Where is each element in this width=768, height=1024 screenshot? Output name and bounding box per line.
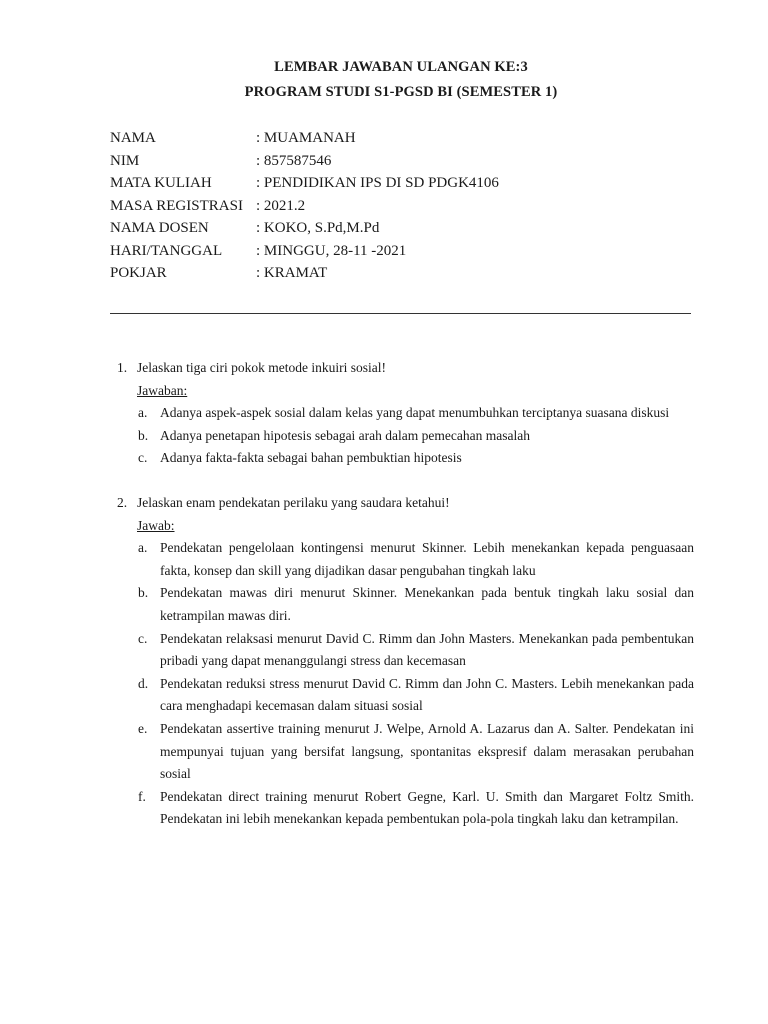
question-1: [0, 357, 768, 470]
answer-text: Pendekatan reduksi stress menurut David C. Rimm dan John C. Masters. Lebih menekankan pada cara menghadapi kecemasan dalam situasi sosial: [160, 675, 694, 714]
answer-text: Pendekatan relaksasi menurut David C. Rimm dan John Masters. Menekankan pada pembentukan pribadi yang dapat menanggulangi stress dan kecemasan: [160, 630, 694, 669]
answer-item: [138, 537, 694, 582]
info-value: : MINGGU, 28-11 -2021: [256, 242, 407, 259]
info-label: NAMA DOSEN: [110, 220, 209, 236]
question-number: 2.: [117, 494, 128, 510]
info-row-pokjar: [110, 262, 499, 285]
info-row-mata-kuliah: [110, 172, 499, 195]
answer-letter: c.: [138, 450, 148, 466]
info-value: : 857587546: [256, 152, 332, 169]
info-row-nama: [110, 127, 499, 150]
info-row-nama-dosen: [110, 217, 499, 240]
info-value: : KOKO, S.Pd,M.Pd: [256, 220, 380, 236]
answer-letter: a.: [138, 405, 148, 421]
info-label: NAMA: [110, 130, 156, 146]
answer-letter: c.: [138, 630, 148, 646]
document-title: LEMBAR JAWABAN ULANGAN KE:3: [274, 59, 528, 75]
answer-label: Jawab:: [137, 517, 175, 533]
answer-text: Adanya fakta-fakta sebagai bahan pembuktian hipotesis: [160, 450, 462, 466]
answer-list: [0, 402, 768, 470]
answer-item: [138, 628, 694, 673]
answer-text: Pendekatan mawas diri menurut Skinner. Menekankan pada bentuk tingkah laku sosial dan ketrampilan mawas diri.: [160, 585, 694, 623]
question-text: [0, 357, 694, 380]
question-2: [0, 492, 768, 831]
info-label: NIM: [110, 152, 140, 169]
question-prompt: Jelaskan enam pendekatan perilaku yang saudara ketahui!: [137, 494, 450, 510]
info-value: : 2021.2: [256, 197, 306, 214]
info-row-hari-tanggal: [110, 240, 499, 263]
info-label: MASA REGISTRASI: [110, 197, 243, 214]
answer-item: [138, 582, 694, 627]
answer-text: Adanya aspek-aspek sosial dalam kelas yang dapat menumbuhkan terciptanya suasana diskusi: [160, 405, 670, 421]
horizontal-divider: [110, 313, 691, 314]
document-subtitle: PROGRAM STUDI S1-PGSD BI (SEMESTER 1): [244, 84, 558, 100]
question-prompt: Jelaskan tiga ciri pokok metode inkuiri sosial!: [137, 360, 386, 375]
student-info: [110, 127, 499, 285]
answer-item: [138, 447, 694, 470]
answer-item: [138, 786, 694, 831]
answer-text: Pendekatan direct training menurut Robert Gegne, Karl. U. Smith dan Margaret Foltz Smith. Pendekatan ini lebih menekankan kepada pembentukan pola-pola tingkah laku dan ketrampilan.: [160, 788, 694, 827]
answer-text: Pendekatan pengelolaan kontingensi menurut Skinner. Lebih menekankan kepada penguasaan fakta, konsep dan skill yang dijadikan dasar pengubahan tingkah laku: [160, 540, 694, 578]
question-number: 1.: [117, 360, 128, 375]
answer-label: Jawaban:: [137, 382, 188, 398]
answer-letter: e.: [138, 720, 148, 736]
answer-text: Adanya penetapan hipotesis sebagai arah dalam pemecahan masalah: [160, 427, 530, 443]
answer-letter: f.: [138, 788, 146, 804]
answer-item: [138, 425, 694, 448]
answer-letter: a.: [138, 540, 148, 556]
answer-item: [138, 673, 694, 718]
info-value: : PENDIDIKAN IPS DI SD PDGK4106: [256, 175, 499, 191]
info-label: POKJAR: [110, 265, 167, 281]
info-label: HARI/TANGGAL: [110, 242, 223, 259]
answer-text: Pendekatan assertive training menurut J. Welpe, Arnold A. Lazarus dan A. Salter. Pendekatan ini mempunyai tujuan yang bersifat langsung, spontanitas ekspresif dalam merasakan perubahan sosial: [160, 720, 694, 782]
question-text: [0, 492, 694, 515]
answer-list: [0, 537, 768, 831]
questions-section: [0, 357, 768, 831]
info-label: MATA KULIAH: [110, 175, 212, 191]
info-value: : MUAMANAH: [256, 130, 356, 146]
info-row-masa-registrasi: [110, 195, 499, 218]
answer-item: [138, 402, 694, 425]
answer-letter: d.: [138, 675, 149, 691]
answer-letter: b.: [138, 427, 149, 443]
info-value: : KRAMAT: [256, 265, 328, 281]
info-row-nim: [110, 150, 499, 173]
answer-letter: b.: [138, 585, 149, 601]
answer-item: [138, 718, 694, 786]
